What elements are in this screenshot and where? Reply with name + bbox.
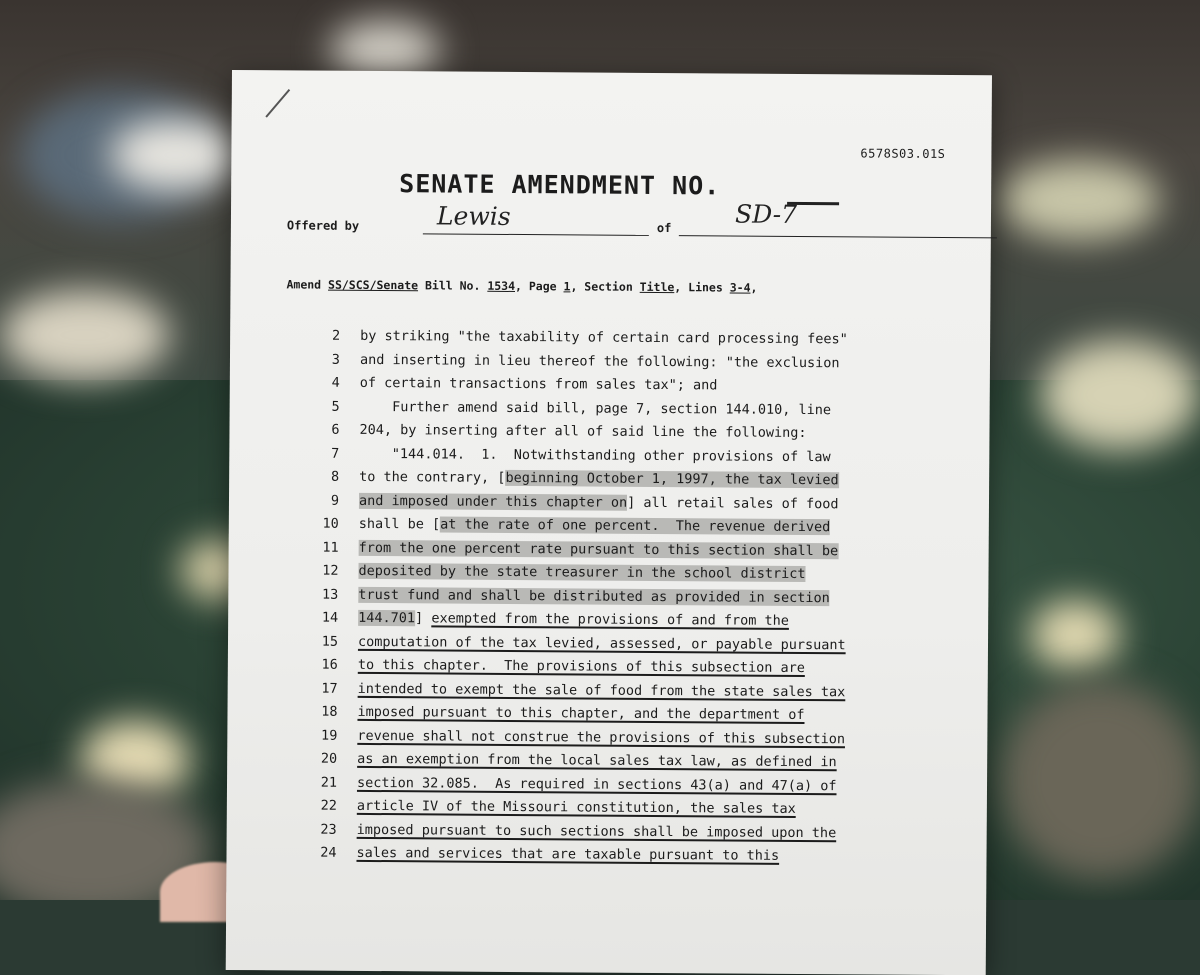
inserted-text: section 32.085. As required in sections 43(a) and 47(a) of — [356, 774, 837, 794]
line-text — [360, 328, 848, 347]
amend-line — [286, 277, 757, 294]
line-number: 24 — [320, 844, 337, 861]
author-handwriting: Lewis — [436, 201, 511, 231]
deleted-text: beginning October 1, 1997, the tax levied — [505, 469, 839, 489]
line-number: 19 — [321, 727, 338, 744]
text-segment: and inserting in lieu thereof the following: "the exclusion — [359, 351, 840, 371]
inserted-text: as an exemption from the local sales tax law, as defined in — [357, 750, 837, 771]
text-segment: shall be [ — [358, 515, 441, 533]
line-number: 10 — [322, 515, 339, 532]
line-text — [359, 445, 831, 464]
deleted-text: and imposed under this chapter on — [358, 492, 628, 511]
district-handwriting: SD-7 — [734, 199, 798, 229]
line-text — [360, 398, 832, 417]
line-text — [357, 821, 837, 840]
line-text — [357, 798, 796, 817]
line-text — [356, 845, 779, 864]
line-number: 4 — [331, 374, 340, 391]
offered-by-row — [286, 199, 947, 253]
line-text — [359, 469, 839, 488]
of-label: of — [656, 220, 672, 236]
amend-bill-label: Bill No. — [424, 278, 481, 293]
line-text — [359, 516, 831, 535]
line-text — [357, 751, 837, 770]
text-segment: ] all retail sales of food — [627, 494, 839, 512]
amend-bill-no: 1534 — [487, 278, 516, 293]
line-text — [359, 539, 839, 558]
inserted-text: imposed pursuant to this chapter, and the department of — [357, 703, 805, 724]
line-text — [360, 351, 840, 370]
line-number: 20 — [320, 750, 338, 767]
line-number: 8 — [330, 468, 340, 485]
line-text — [357, 704, 804, 723]
text-segment: of certain transactions from sales tax"; and — [359, 374, 718, 394]
line-number: 7 — [331, 445, 340, 462]
text-segment: Further amend said bill, page 7, section 144.010, line — [359, 398, 832, 418]
line-number: 11 — [322, 539, 339, 556]
line-number: 15 — [321, 633, 339, 650]
amend-prefix: Amend — [286, 277, 322, 292]
line-text — [358, 610, 789, 629]
line-text — [359, 492, 839, 511]
document-code: 6578S03.01S — [860, 146, 946, 161]
deleted-text: trust fund and shall be distributed as provided in section — [358, 586, 830, 606]
line-number: 12 — [322, 562, 339, 579]
amend-page-label: , Page — [514, 278, 557, 294]
author-line — [423, 233, 649, 236]
line-number: 23 — [320, 821, 337, 838]
text-segment: "144.014. 1. Notwithstanding other provisions of law — [359, 445, 831, 465]
amendment-page — [226, 70, 992, 975]
staple — [265, 89, 290, 118]
line-text — [359, 422, 806, 441]
district-line — [679, 235, 997, 238]
line-number: 14 — [321, 609, 339, 626]
amend-page: 1 — [563, 279, 571, 294]
inserted-text: imposed pursuant to such sections shall be imposed upon the — [356, 821, 837, 841]
offered-by-label: Offered by — [286, 218, 360, 233]
line-number: 16 — [321, 656, 338, 673]
inserted-text: intended to exempt the sale of food from the state sales tax — [357, 680, 846, 700]
amend-suffix: , — [750, 280, 758, 295]
inserted-text: exempted from the provisions of and from the — [431, 610, 790, 629]
line-number: 2 — [331, 327, 341, 344]
line-text — [358, 586, 830, 605]
line-text — [357, 774, 837, 793]
line-number: 3 — [331, 351, 341, 368]
document-title: SENATE AMENDMENT NO. — [399, 169, 721, 201]
text-segment: to the contrary, [ — [359, 468, 506, 486]
amend-lines-label: , Lines — [674, 280, 723, 295]
line-number: 21 — [320, 774, 338, 791]
line-number: 17 — [321, 680, 338, 697]
deleted-text: from the one percent rate pursuant to this section shall be — [358, 539, 839, 559]
line-text — [358, 633, 846, 652]
text-segment: ] — [415, 610, 432, 627]
line-text — [358, 657, 805, 676]
line-number: 22 — [320, 797, 337, 814]
inserted-text: sales and services that are taxable pursuant to this — [356, 844, 780, 864]
deleted-text: 144.701 — [358, 609, 416, 627]
inserted-text: article IV of the Missouri constitution, the sales tax — [356, 797, 796, 817]
line-number: 6 — [331, 421, 340, 438]
text-line — [312, 845, 932, 873]
amend-bill-type: SS/SCS/Senate — [328, 277, 419, 293]
deleted-text: at the rate of one percent. The revenue derived — [440, 516, 831, 536]
inserted-text: computation of the tax levied, assessed, or payable pursuant — [357, 633, 846, 653]
amend-section: Title — [639, 279, 675, 295]
amendment-text — [312, 328, 936, 873]
amend-lines: 3-4 — [729, 280, 751, 295]
line-text — [357, 727, 845, 746]
amend-section-label: , Section — [570, 279, 633, 294]
inserted-text: to this chapter. The provisions of this subsection are — [357, 656, 805, 677]
text-segment: 204, by inserting after all of said line the following: — [359, 421, 807, 442]
line-number: 13 — [322, 586, 339, 603]
text-segment: by striking "the taxability of certain card processing fees" — [360, 327, 848, 348]
line-number: 5 — [331, 398, 340, 415]
line-number: 9 — [330, 492, 340, 509]
line-text — [358, 680, 846, 699]
deleted-text: deposited by the state treasurer in the school district — [358, 562, 806, 583]
inserted-text: revenue shall not construe the provisions of this subsection — [357, 727, 846, 747]
line-number: 18 — [321, 703, 338, 720]
line-text — [358, 563, 805, 582]
line-text — [360, 375, 718, 393]
